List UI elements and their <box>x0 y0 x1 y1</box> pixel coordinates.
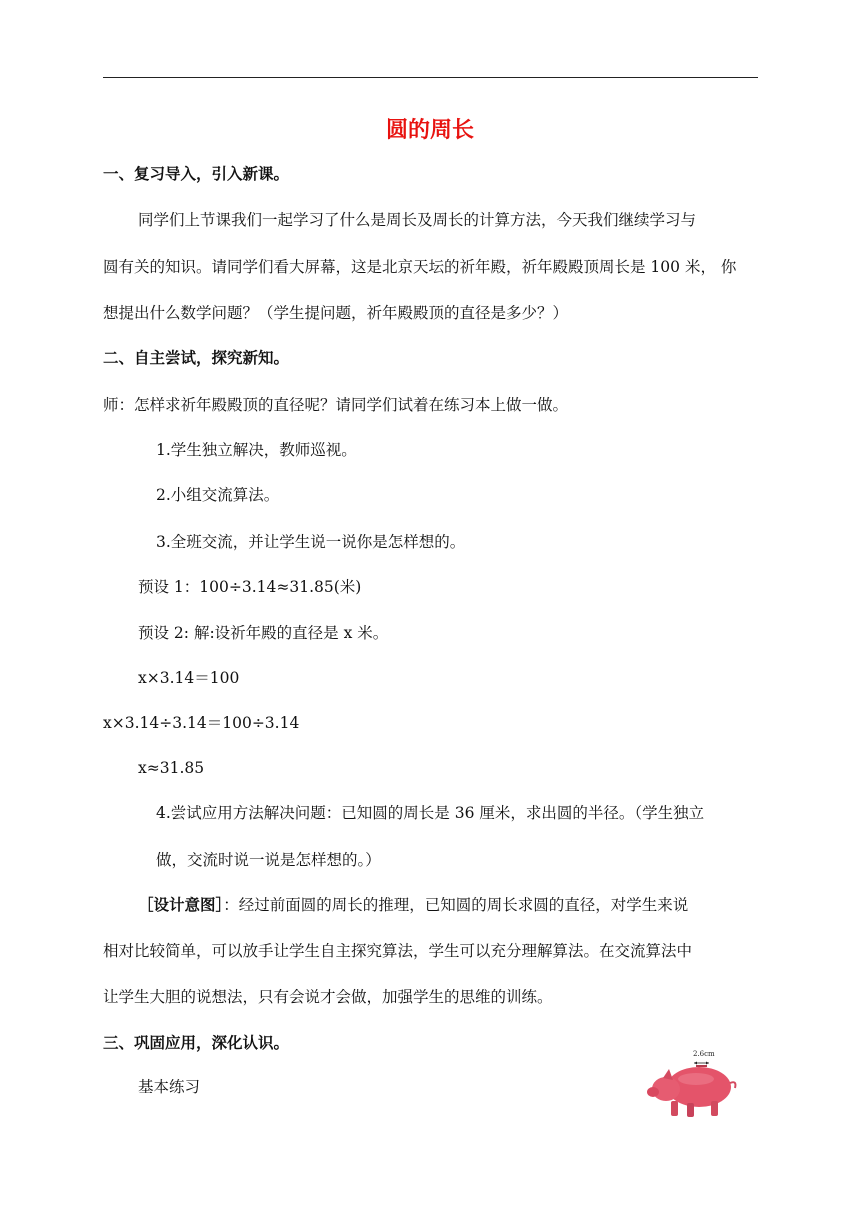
design-intent-line <box>138 895 688 915</box>
design-intent-label: ［设计意图］ <box>138 896 224 914</box>
page-title: 圆的周长 <box>385 118 474 143</box>
preset-1: 预设 1：100÷3.14≈31.85(米) <box>138 578 362 596</box>
equation-2: x×3.14÷3.14＝100÷3.14 <box>103 714 300 732</box>
piggy-bank-image <box>641 1047 741 1122</box>
step-1: 1.学生独立解决，教师巡视。 <box>156 441 357 459</box>
basic-practice-label: 基本练习 <box>138 1078 201 1096</box>
pig-leg <box>671 1101 678 1116</box>
paragraph-line: 想提出什么数学问题？（学生提问题，祈年殿殿顶的直径是多少？） <box>103 304 569 322</box>
equation-1: x×3.14＝100 <box>138 669 240 687</box>
section-heading-1: 一、复习导入，引入新课。 <box>103 165 290 183</box>
coin-slot <box>696 1065 707 1067</box>
pig-snout <box>647 1087 659 1097</box>
design-intent-text: ：经过前面圆的周长的推理，已知圆的周长求圆的直径，对学生来说 <box>223 896 689 914</box>
pig-leg <box>687 1103 694 1117</box>
pig-leg <box>711 1101 718 1116</box>
preset-2: 预设 2: 解:设祈年殿的直径是 x 米。 <box>138 624 389 642</box>
equation-3: x≈31.85 <box>138 759 205 777</box>
pig-measure-label: 2.6cm <box>693 1050 715 1058</box>
section-heading-3: 三、巩固应用，深化认识。 <box>103 1034 290 1052</box>
paragraph-line: 同学们上节课我们一起学习了什么是周长及周长的计算方法，今天我们继续学习与 <box>138 211 697 229</box>
paragraph-line: 圆有关的知识。请同学们看大屏幕，这是北京天坛的祈年殿，祈年殿殿顶周长是 100 米， 你 <box>103 258 737 276</box>
step-4-continued: 做，交流时说一说是怎样想的。） <box>156 851 381 869</box>
step-2: 2.小组交流算法。 <box>156 486 280 504</box>
teacher-question: 师：怎样求祈年殿殿顶的直径呢？请同学们试着在练习本上做一做。 <box>103 396 569 414</box>
step-3: 3.全班交流，并让学生说一说你是怎样想的。 <box>156 533 466 551</box>
step-4: 4.尝试应用方法解决问题：已知圆的周长是 36 厘米，求出圆的半径。（学生独立 <box>156 804 705 822</box>
paragraph-line: 让学生大胆的说想法，只有会说才会做，加强学生的思维的训练。 <box>103 988 553 1006</box>
section-heading-2: 二、自主尝试，探究新知。 <box>103 349 290 367</box>
header-rule <box>103 77 758 78</box>
paragraph-line: 相对比较简单，可以放手让学生自主探究算法，学生可以充分理解算法。在交流算法中 <box>103 942 693 960</box>
